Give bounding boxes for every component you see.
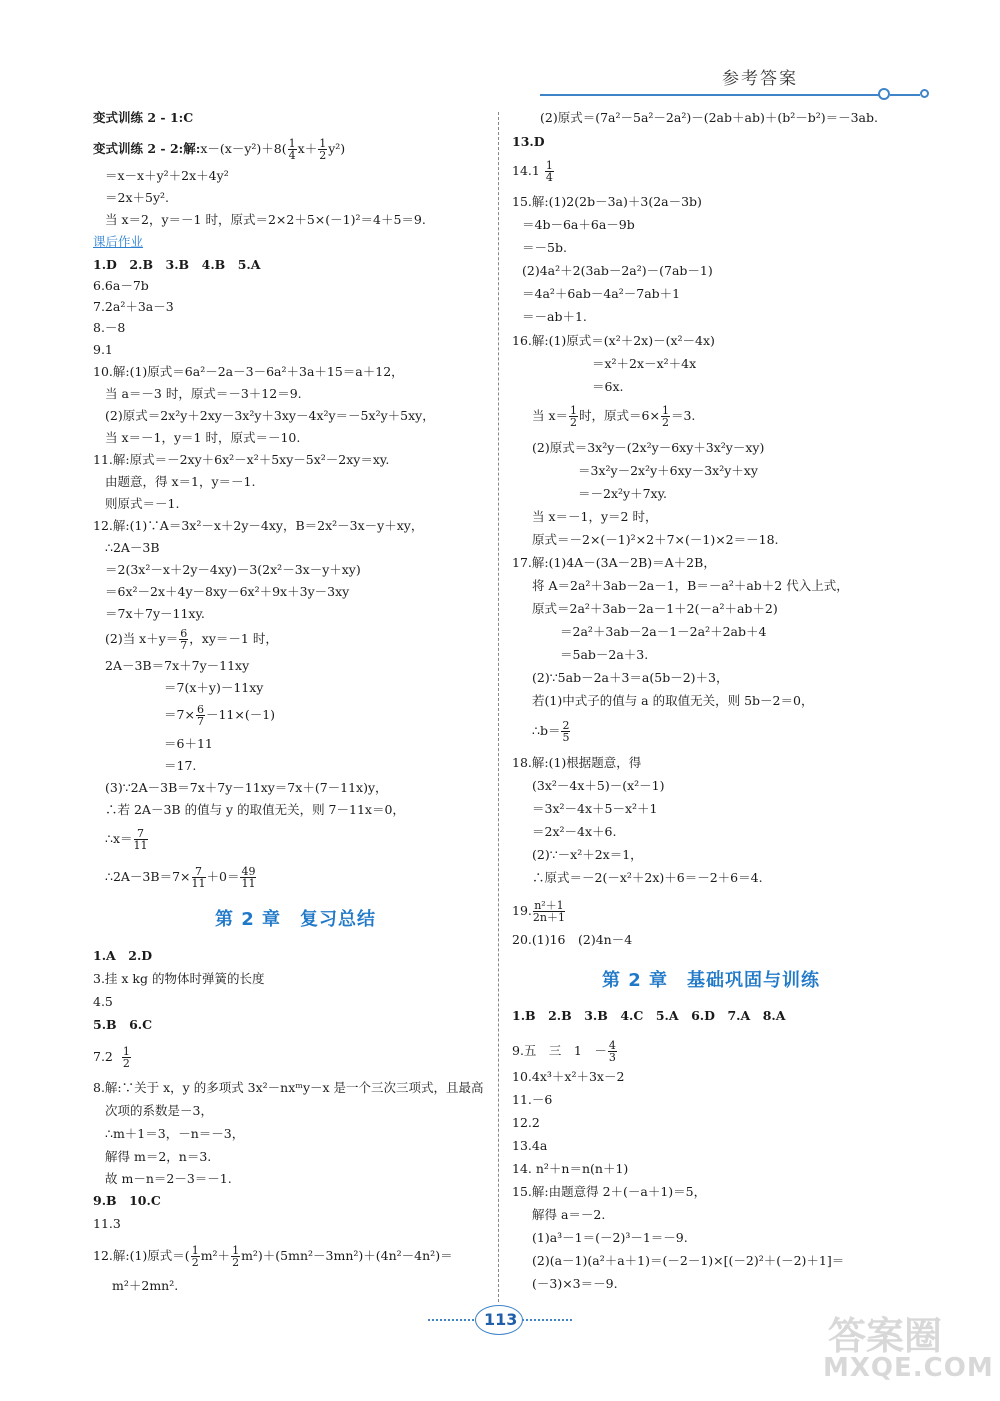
answer-line: ＝x－x＋y²＋2x＋4y²: [105, 168, 229, 183]
answer-line: 2A－3B＝7x＋7y－11xy: [105, 658, 250, 673]
answer-line: 故 m－n＝2－3＝－1.: [105, 1171, 232, 1186]
answer-line: 1.A 2.D: [93, 948, 153, 963]
header-title: 参考答案: [722, 69, 798, 89]
answer-line: 16.解:(1)原式＝(x²＋2x)－(x²－4x): [512, 333, 715, 348]
answer-line: 若(1)中式子的值与 a 的取值无关，则 5b－2＝0，: [532, 693, 814, 708]
answer-line: 11.解:原式＝－2xy＋6x²－x²＋5xy－5x²－2xy＝xy.: [93, 452, 390, 467]
answer-line: ∴b＝ $\frac{2}{5}$: [532, 719, 570, 744]
answer-line: 12.2: [512, 1115, 540, 1130]
answer-line: 4.5: [93, 994, 113, 1009]
answer-line: ∴若 2A－3B 的值与 y 的取值无关，则 7－11x＝0，: [105, 802, 405, 817]
answer-line: ＝17.: [164, 758, 197, 773]
answer-line: 当 x＝ $\frac{1}{2}$ 时，原式＝6× $\frac{1}{2}$ ＝3.: [532, 404, 696, 429]
answer-line: (2)原式＝(7a²－5a²－2a²)－(2ab＋ab)＋(b²－b²)＝－3ab.: [540, 110, 878, 125]
answer-line: ∴原式＝－2(－x²＋2x)＋6＝－2＋6＝4.: [532, 870, 763, 885]
page-number-dots-right: [522, 1319, 572, 1321]
header-small-circle-icon: [920, 89, 929, 98]
answer-line: 12.解:(1)原式＝( $\frac{1}{2}$ m²＋ $\frac{1}{2}$ m²)＋(5mn²－3mn²)＋(4n²－4n²)＝: [93, 1244, 453, 1269]
answer-line: 次项的系数是－3，: [105, 1103, 213, 1118]
answer-line: (2)4a²＋2(3ab－2a²)－(7ab－1): [522, 263, 713, 278]
answer-line: ∴2A－3B: [105, 540, 160, 555]
answer-line: m²＋2mn².: [112, 1278, 179, 1293]
watermark-url: MXQE.COM: [823, 1353, 994, 1383]
header-rule-tail: [890, 94, 920, 96]
header-circle-icon: [878, 88, 890, 100]
answer-line: ＝3x²－4x＋5－x²＋1: [532, 801, 658, 816]
answer-line: 7.2 $\frac{1}{2}$: [93, 1045, 130, 1070]
answer-line: ＝2a²＋3ab－2a－1－2a²＋2ab＋4: [560, 624, 767, 639]
answer-line: ＝6x.: [592, 379, 624, 394]
exercise-2-2: 变式训练 2 - 2:解:x－(x－y²)＋8( $\frac{1}{4}$ x＋ $\frac{1}{2}$ y²): [93, 137, 346, 162]
answer-line: ＝2(3x²－x＋2y－4xy)－3(2x²－3x－y＋xy): [105, 562, 361, 577]
answer-line: 1.B 2.B 3.B 4.C 5.A 6.D 7.A 8.A: [512, 1008, 786, 1023]
answer-line: ∴m＋1＝3，－n＝－3，: [105, 1126, 245, 1141]
answer-line: 1.D 2.B 3.B 4.B 5.A: [93, 257, 261, 272]
answer-line: 当 x＝2，y＝－1 时，原式＝2×2＋5×(－1)²＝4＋5＝9.: [105, 212, 426, 227]
answer-line: ∴2A－3B＝7× $\frac{7}{11}$ ＋0＝ $\frac{49}{11}$: [105, 865, 256, 890]
answer-line: ＝7× $\frac{6}{7}$ －11×(－1): [164, 703, 276, 728]
answer-line: 9.五 三 1 － $\frac{4}{3}$: [512, 1039, 616, 1064]
exercise-2-1: 变式训练 2 - 1:C: [93, 110, 194, 125]
answer-line: ＝6x²－2x＋4y－8xy－6x²＋9x＋3y－3xy: [105, 584, 350, 599]
watermark-text: 答案圈: [828, 1314, 943, 1358]
answer-line: 8.－8: [93, 320, 126, 335]
answer-line: 13.4a: [512, 1138, 548, 1153]
answer-line: 15.解:由题意得 2＋(－a＋1)＝5，: [512, 1184, 707, 1199]
answer-line: (2)∵－x²＋2x＝1，: [532, 847, 643, 862]
answer-line: 则原式＝－1.: [105, 496, 180, 511]
header-rule: [540, 94, 880, 96]
answer-line: 19. $\frac{\text{n²＋1}}{2n+1}$: [512, 899, 565, 924]
answer-line: ＝3x²y－2x²y＋6xy－3x²y＋xy: [578, 463, 758, 478]
answer-line: 当 a＝－3 时，原式＝－3＋12＝9.: [105, 386, 302, 401]
answer-line: 11.－6: [512, 1092, 553, 1107]
answer-line: 10.4x³＋x²＋3x－2: [512, 1069, 625, 1084]
answer-line: 20.(1)16 (2)4n－4: [512, 932, 633, 947]
answer-line: 原式＝2a²＋3ab－2a－1＋2(－a²＋ab＋2): [532, 601, 778, 616]
answer-line: 14.1 $\frac{1}{4}$: [512, 159, 553, 184]
answer-line: 13.D: [512, 134, 545, 149]
section-title-training: 第 2 章 基础巩固与训练: [602, 970, 821, 991]
answer-line: 9.1: [93, 342, 113, 357]
answer-line: (2)原式＝3x²y－(2x²y－6xy＋3x²y－xy): [532, 440, 765, 455]
answer-line: (2)∵5ab－2a＋3＝a(5b－2)＋3，: [532, 670, 729, 685]
answer-line: 15.解:(1)2(2b－3a)＋3(2a－3b): [512, 194, 702, 209]
answer-line: (2)原式＝2x²y＋2xy－3x²y＋3xy－4x²y＝－5x²y＋5xy，: [105, 408, 435, 423]
answer-line: (2)(a－1)(a²＋a＋1)＝(－2－1)×[(－2)²＋(－2)＋1]＝: [532, 1253, 845, 1268]
answer-line: ＝7(x＋y)－11xy: [164, 680, 264, 695]
section-title-review: 第 2 章 复习总结: [215, 909, 377, 930]
answer-line: 8.解:∵关于 x，y 的多项式 3x²－nxᵐy－x 是一个三次三项式，且最高: [93, 1080, 484, 1095]
answer-line: 14. n²＋n＝n(n＋1): [512, 1161, 629, 1176]
answer-line: ＝7x＋7y－11xy.: [105, 606, 205, 621]
answer-line: 6.6a－7b: [93, 278, 149, 293]
answer-line: 18.解:(1)根据题意，得: [512, 755, 642, 770]
answer-line: (3)∵2A－3B＝7x＋7y－11xy＝7x＋(7－11x)y，: [105, 780, 388, 795]
answer-line: ＝2x²－4x＋6.: [532, 824, 617, 839]
answer-line: ∴x＝ $\frac{7}{11}$: [105, 827, 148, 852]
answer-line: 原式＝－2×(－1)²×2＋7×(－1)×2＝－18.: [532, 532, 779, 547]
answer-line: 将 A＝2a²＋3ab－2a－1，B＝－a²＋ab＋2 代入上式，: [532, 578, 849, 593]
answer-line: ＝4a²＋6ab－4a²－7ab＋1: [522, 286, 681, 301]
answer-line: 12.解:(1)∵A＝3x²－x＋2y－4xy，B＝2x²－3x－y＋xy，: [93, 518, 424, 533]
answer-line: 解得 a＝－2.: [532, 1207, 606, 1222]
answer-line: 17.解:(1)4A－(3A－2B)＝A＋2B，: [512, 555, 716, 570]
answer-line: (－3)×3＝－9.: [532, 1276, 618, 1291]
answer-line: ＝4b－6a＋6a－9b: [522, 217, 635, 232]
page-number: 113: [484, 1310, 518, 1329]
page-number-dots-left: [428, 1319, 474, 1321]
answer-line: 当 x＝－1，y＝2 时，: [532, 509, 658, 524]
answer-line: ＝－5b.: [522, 240, 567, 255]
answer-line: (1)a³－1＝(－2)³－1＝－9.: [532, 1230, 688, 1245]
answer-line: ＝x²＋2x－x²＋4x: [592, 356, 697, 371]
answer-line: 解得 m＝2，n＝3.: [105, 1149, 212, 1164]
answer-line: 当 x＝－1，y＝1 时，原式＝－10.: [105, 430, 301, 445]
answer-line: 11.3: [93, 1216, 121, 1231]
answer-line: ＝－ab＋1.: [522, 309, 587, 324]
answer-line: ＝－2x²y＋7xy.: [578, 486, 667, 501]
answer-line: 10.解:(1)原式＝6a²－2a－3－6a²＋3a＋15＝a＋12，: [93, 364, 404, 379]
homework-heading: 课后作业: [93, 234, 144, 249]
answer-line: 7.2a²＋3a－3: [93, 299, 174, 314]
answer-line: (2)当 x＋y＝ $\frac{6}{7}$ ，xy＝－1 时，: [105, 627, 278, 652]
answer-line: (3x²－4x＋5)－(x²－1): [532, 778, 665, 793]
answer-line: ＝6＋11: [164, 736, 213, 751]
watermark: [818, 1305, 993, 1390]
answer-line: 3.挂 x kg 的物体时弹簧的长度: [93, 971, 265, 986]
answer-line: 由题意，得 x＝1，y＝－1.: [105, 474, 256, 489]
answer-line: ＝5ab－2a＋3.: [560, 647, 649, 662]
column-divider: [498, 112, 499, 1302]
answer-line: 5.B 6.C: [93, 1017, 153, 1032]
answer-line: ＝2x＋5y².: [105, 190, 170, 205]
answer-line: 9.B 10.C: [93, 1193, 161, 1208]
